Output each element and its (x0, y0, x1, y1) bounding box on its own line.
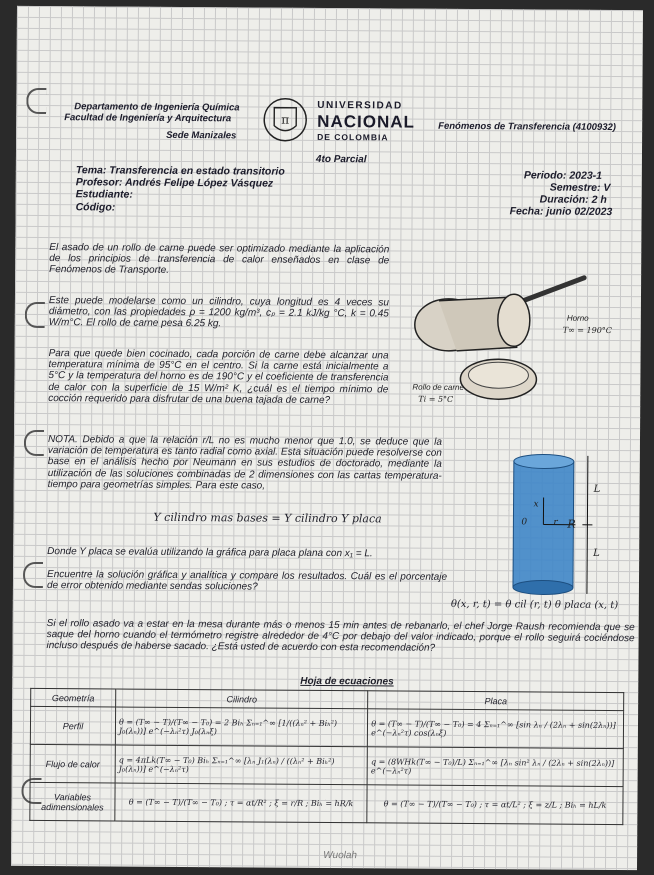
plate-perfil-eq: θ = (T∞ − T)/(T∞ − T₀) = 4 Σₙ₌₁^∞ [sin λₙ / (2λₙ + sin(2λₙ))] e^(−λₙ²τ) cos(λₙξ) (368, 709, 624, 749)
cylinder-L-top: L (593, 483, 601, 495)
estudiante-text: Estudiante: (75, 188, 133, 201)
plate-variables-eq: θ = (T∞ − T)/(T∞ − T₀) ; τ = αt/L² ; ξ = z/L ; Biₕ = hL/k (367, 785, 623, 825)
university-name-2: NACIONAL (317, 111, 415, 132)
paragraph-note: NOTA. Debido a que la relación r/L no es mucho menor que 1.0, se deduce que la variación de temperatura es tanto radial como axial. Esta situación puede resolverse con base en el análisis hecho por Neumann en sus estudios de doctorado, mediante la utilización de las soluciones combinadas de 2 dimensiones con las cartas temperatura-tiempo para geometrías simples. Para este caso, (47, 434, 443, 492)
course-text: Fenómenos de Transferencia (4100932) (438, 120, 616, 134)
paragraph-chef: Si el rollo asado va a estar en la mesa durante más o menos 15 min antes de rebanarlo, el chef Jorge Raush recomienda que se saque del horno cuando el termómetro registre alrededor de 4°C por debajo del valor indicado, porque el rollo seguirá cociéndose incluso después de haberse sacado. ¿Está usted de acuerdo con esta recomendación? (46, 618, 635, 655)
header-geometria: Geometría (31, 688, 116, 707)
cyl-perfil-eq: θ = (T∞ − T)/(T∞ − T₀) = 2 Biₕ Σₙ₌₁^∞ [1/((λₙ² + Biₕ²) J₀(λₙ))] e^(−λₙ²τ) J₀(λₙξ) (115, 707, 367, 747)
header-placa: Placa (368, 691, 624, 711)
exam-title: 4to Parcial (315, 153, 367, 166)
periodo-text: Periodo: 2023-1 (523, 169, 603, 182)
plate-flujo-eq: q = (8WHk(T∞ − T₀)/L) Σₙ₌₁^∞ [λₙ sin² λₙ / (2λₙ + sin(2λₙ))] e^(−λₙ²τ) (367, 747, 623, 787)
row-label-flujo: Flujo de calor (30, 744, 115, 783)
row-label-variables: Variables adimensionales (30, 782, 115, 821)
rollo-label: Rollo de carne (412, 382, 464, 392)
fecha-text: Fecha: junio 02/2023 (509, 205, 613, 218)
cyl-flujo-eq: q = 4πLk(T∞ − T₀) Biₕ Σₙ₌₁^∞ [λₙ J₁(λₙ) / ((λₙ² + Biₕ²) J₀(λₙ))] e^(−λₙ²τ) (115, 745, 367, 785)
duracion-text: Duración: 2 h (539, 193, 607, 206)
paragraph-solution: Encuentre la solución gráfica y analítica y compare los resultados. Cuál es el porcentaje de error obtenido mediante sendas soluciones? (46, 569, 448, 593)
cylinder-R: R (567, 517, 576, 531)
cyl-variables-eq: θ = (T∞ − T)/(T∞ − T₀) ; τ = αt/R² ; ξ = r/R ; Biₕ = hR/k (115, 783, 367, 823)
binder-hole (26, 88, 46, 114)
department-text: Departamento de Ingeniería Química (74, 101, 240, 114)
header-cilindro: Cilindro (116, 689, 368, 709)
equations-table (29, 688, 624, 825)
university-name-3: DE COLOMBIA (317, 131, 389, 143)
wuolah-watermark: Wuolah (323, 849, 358, 862)
binder-hole (25, 302, 45, 328)
binder-hole (24, 430, 44, 456)
paragraph-problem: Para que quede bien cocinado, cada porción de carne debe alcanzar una temperatura mínima de 95°C en el centro. Si la carne está inicialmente a 5°C y la temperatura del horno es de 190°C y el coeficiente de transferencia de calor con la superficie de 15 W/m² K, ¿cuál es el tiempo mínimo de cocción requerido para disfrutar de una buena tajada de carne? (48, 348, 389, 406)
rollo-temp: Ti = 5°C (418, 394, 454, 404)
equations-title: Hoja de ecuaciones (300, 675, 394, 688)
svg-text:π: π (281, 112, 290, 127)
profesor-text: Profesor: Andrés Felipe López Vásquez (75, 176, 274, 190)
horno-temp: T∞ = 190°C (562, 325, 612, 335)
horno-label: Horno (566, 313, 589, 323)
binder-hole (23, 562, 43, 588)
paragraph-properties: Este puede modelarse como un cilindro, cuya longitud es 4 veces su diámetro, con las propiedades ρ = 1200 kg/m³, cₚ = 2.1 kJ/kg °C, k = 0.45 W/m°C. El rollo de carne pesa 6.25 kg. (48, 295, 389, 330)
paragraph-intro: El asado de un rollo de carne puede ser optimizado mediante la aplicación de los principios de transferencia de calor enseñados en clase de Fenómenos de Transporte. (49, 242, 390, 277)
theta-equation: θ(x, r, t) = θ cil (r, t) θ placa (x, t) (450, 598, 619, 612)
cylinder-L-bottom: L (593, 547, 600, 559)
main-equation: Y cilindro mas bases = Y cilindro Y placa (153, 510, 382, 526)
campus-text: Sede Manizales (166, 129, 237, 142)
paragraph-donde: Donde Y placa se evalúa utilizando la gráfica para placa plana con x₁ = L. (47, 546, 373, 560)
cylinder-x: x (533, 499, 539, 510)
exam-sheet (11, 6, 643, 870)
university-name-1: UNIVERSIDAD (317, 99, 403, 112)
cylinder-origin: 0 (521, 517, 528, 528)
tema-text: Tema: Transferencia en estado transitorio (75, 164, 285, 178)
codigo-text: Código: (75, 201, 116, 214)
cylinder-r: r (553, 517, 558, 528)
university-seal (262, 94, 308, 146)
row-label-perfil: Perfil (30, 706, 115, 745)
faculty-text: Facultad de Ingeniería y Arquitectura (64, 112, 232, 125)
semestre-text: Semestre: V (549, 181, 611, 194)
